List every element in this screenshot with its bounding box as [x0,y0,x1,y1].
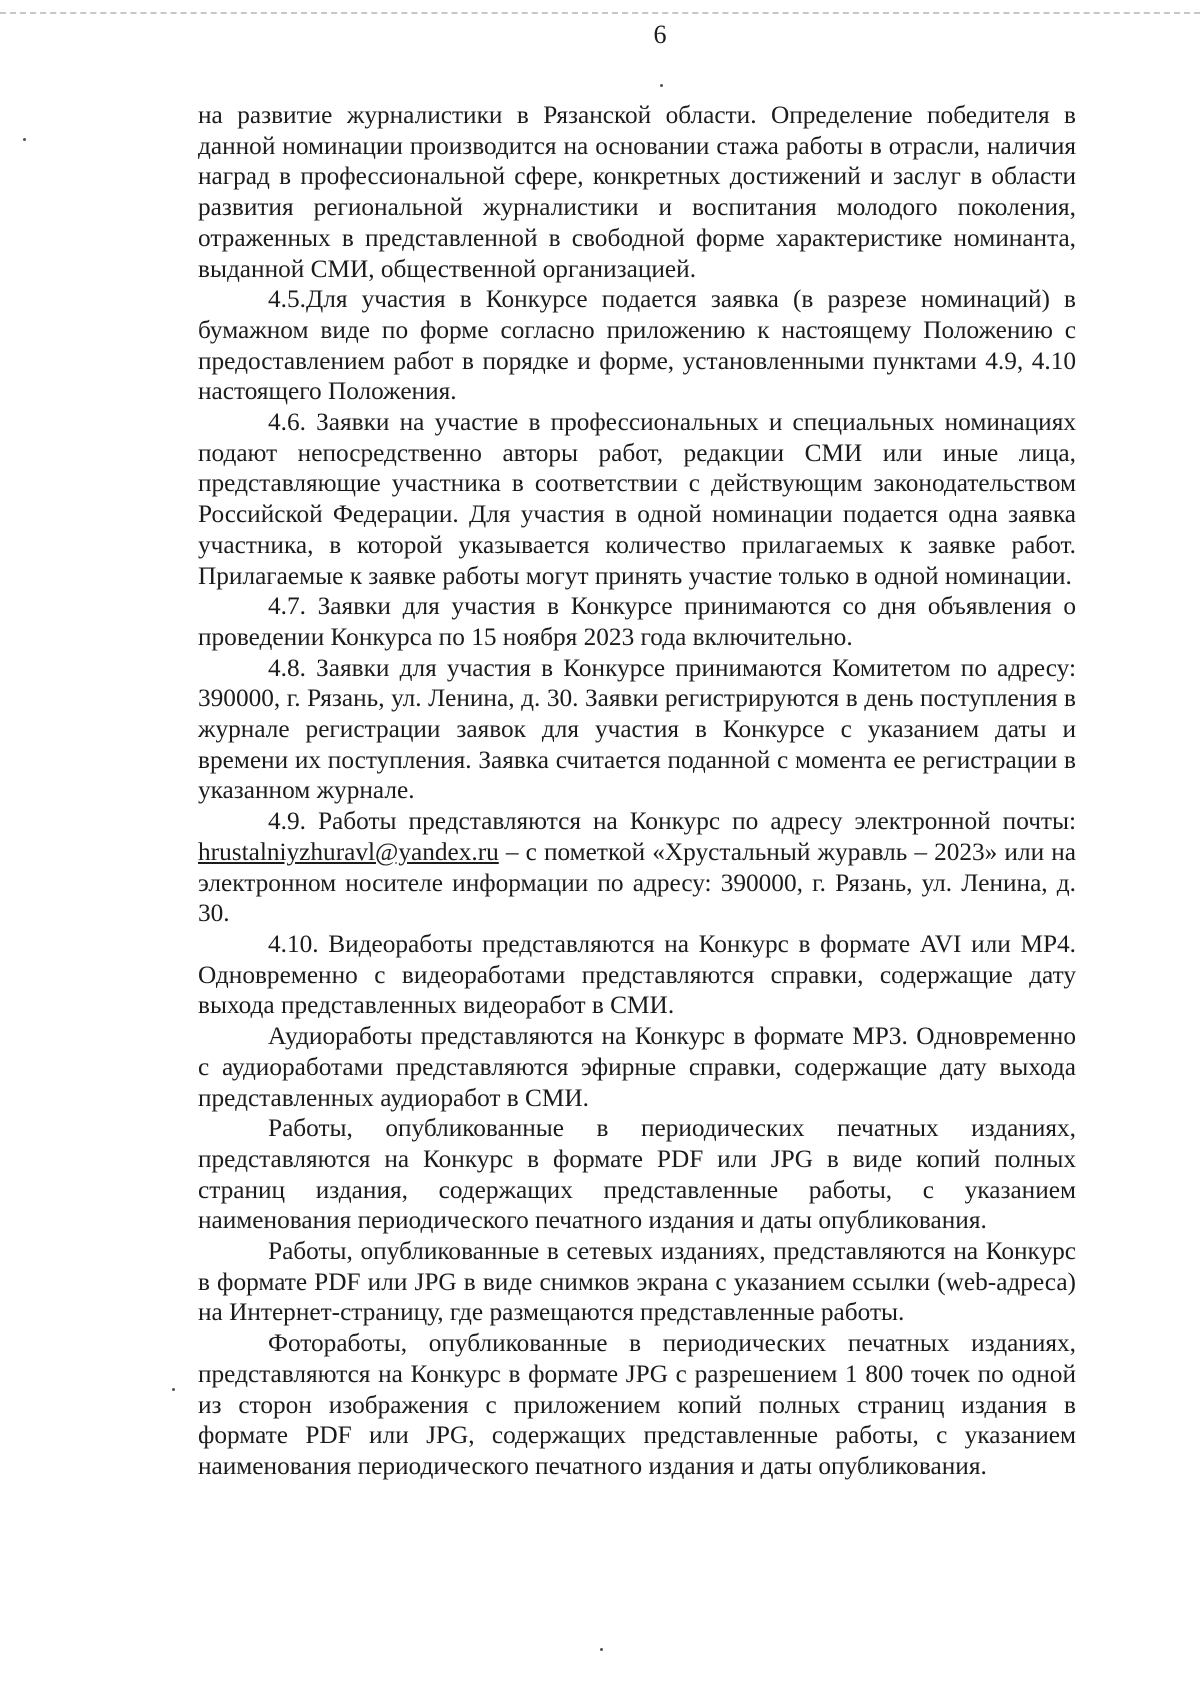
paragraph-4-7: 4.7. Заявки для участия в Конкурсе принимаются со дня объявления о проведении Конкурса по 15 ноября 2023 года включительно. [198,592,1076,651]
paragraph-4-6: 4.6. Заявки на участие в профессиональных и специальных номинациях подают непосредственно авторы работ, редакции СМИ или иные лица, представляющие участника в соответствии с действующим законодательством Российской Федерации. Для участия в одной номинации подается одна заявка участника, в которой указывается количество прилагаемых к заявке работ. Прилагаемые к заявке работы могут принять участие только в одной номинации. [198,408,1076,590]
paragraph-print: Работы, опубликованные в периодических печатных изданиях, представляются на Конкурс в формате PDF или JPG в виде копий полных страниц издания, содержащих представленные работы, с указанием наименования периодического печатного издания и даты опубликования. [198,1114,1076,1235]
paragraph-4-8: 4.8. Заявки для участия в Конкурсе принимаются Комитетом по адресу: 390000, г. Рязань, ул. Ленина, д. 30. Заявки регистрируются в день поступления в журнале регистрации заявок для участия в Конкурсе с указанием даты и времени их поступления. Заявка считается поданной с момента ее регистрации в указанном журнале. [198,653,1076,805]
scan-speck [172,1388,175,1391]
paragraph-online: Работы, опубликованные в сетевых изданиях, представляются на Конкурс в формате PDF или JPG в виде снимков экрана с указанием ссылки (web-адреса) на Интернет-страницу, где размещаются представленные работы. [198,1237,1076,1327]
paragraph-4-10: 4.10. Видеоработы представляются на Конкурс в формате AVI или MP4. Одновременно с видеоработами представляются справки, содержащие дату выхода представленных видеоработ в СМИ. [198,929,1076,1020]
paragraph-4-9-lead: 4.9. Работы представляются на Конкурс по адресу электронной почты: [268,807,1076,836]
paragraph-photo: Фотоработы, опубликованные в периодических печатных изданиях, представляются на Конкурс в формате JPG с разрешением 1 800 точек по одной из сторон изображения с приложением копий полных страниц издания в формате PDF или JPG, содержащих представленные работы, с указанием наименования периодического печатного издания и даты опубликования. [198,1329,1076,1480]
paragraph: на развитие журналистики в Рязанской области. Определение победителя в данной номинации производится на основании стажа работы в отрасли, наличия наград в профессиональной сфере, конкретных достижений и заслуг в области развития региональной журналистики и воспитания молодого поколения, отраженных в представленной в свободной форме характеристике номинанта, выданной СМИ, общественной организацией. [198,101,1076,283]
paragraph-audio: Аудиоработы представляются на Конкурс в формате МР3. Одновременно с аудиоработами представляются эфирные справки, содержащие дату выхода представленных аудиоработ в СМИ. [198,1022,1076,1112]
paragraph-4-5: 4.5.Для участия в Конкурсе подается заявка (в разрезе номинаций) в бумажном виде по форме согласно приложению к настоящему Положению с предоставлением работ в порядке и форме, установленными пунктами 4.9, 4.10 настоящего Положения. [198,285,1076,406]
page-number: 6 [653,20,667,49]
email-address: hrustalniyzhuravl@yandex.ru [198,837,499,866]
paragraph-4-9-tail: – с пометкой «Хрустальный журавль – 2023» или на электронном носителе информации по адресу: 390000, г. Рязань, ул. Ленина, д. 30. [198,837,1076,928]
scan-speck [600,1648,603,1651]
scan-edge [0,12,1200,18]
scan-speck [660,84,663,87]
document-body [198,100,1076,1482]
scan-speck [23,138,26,141]
paragraph-4-9 [198,806,1076,929]
